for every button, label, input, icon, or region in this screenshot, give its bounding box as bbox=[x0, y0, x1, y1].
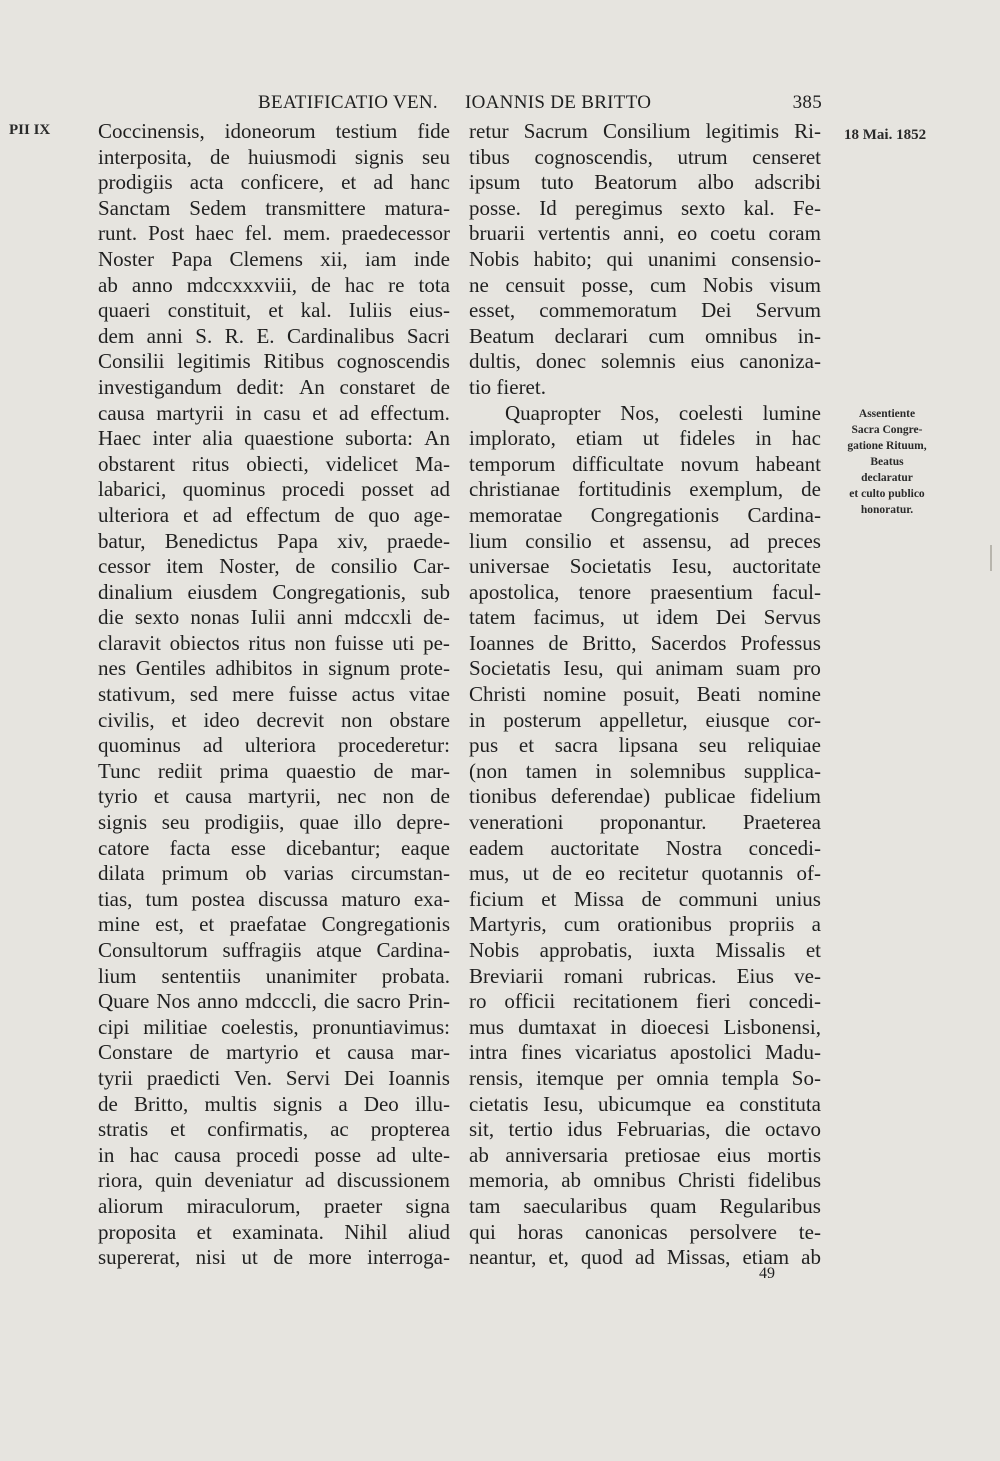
text-line: Consilii legitimis Ritibus cognoscendis bbox=[98, 349, 450, 374]
text-line: labarici, quominus procedi posset ad bbox=[98, 477, 450, 502]
margin-note-line: declaratur bbox=[861, 472, 913, 484]
text-line: obstarent ritus obiecti, videlicet Ma- bbox=[98, 451, 450, 476]
text-line: in posterum appelletur, eiusque cor- bbox=[469, 707, 821, 732]
margin-note-line: honoratur. bbox=[860, 504, 914, 516]
text-line: neantur, et, quod ad Missas, etiam ab bbox=[469, 1245, 821, 1270]
margin-note bbox=[832, 406, 942, 518]
text-line: (non tamen in solemnibus supplica- bbox=[469, 758, 821, 783]
text-line: Quapropter Nos, coelesti lumine bbox=[505, 400, 821, 425]
text-line: implorato, etiam ut fideles in hac bbox=[469, 426, 821, 451]
text-line: civilis, et ideo decrevit non obstare bbox=[98, 707, 450, 732]
margin-note-line: Beatus bbox=[870, 456, 904, 468]
text-line: Consultorum suffragiis atque Cardina- bbox=[98, 938, 450, 962]
text-line: venerationi proponantur. Praeterea bbox=[469, 810, 821, 835]
text-line: tibus cognoscendis, utrum censeret bbox=[469, 144, 821, 169]
page-number: 385 bbox=[792, 92, 822, 113]
folio-signature: 49 bbox=[759, 1265, 775, 1282]
text-line: investigandum dedit: An constaret de bbox=[98, 374, 450, 399]
text-line: Beatum declarari cum omnibus in- bbox=[469, 323, 821, 348]
text-line: dultis, donec solemnis eius canoniza- bbox=[469, 349, 821, 374]
margin-note-line: Sacra Congre- bbox=[851, 424, 923, 436]
text-line: Christi nomine posuit, Beati nomine bbox=[469, 682, 821, 707]
text-line: ipsum tuto Beatorum albo adscribi bbox=[469, 170, 821, 195]
text-line: aliorum miraculorum, praeter signa bbox=[98, 1193, 450, 1218]
text-line: ab anniversaria pretiosae eius mortis bbox=[469, 1142, 821, 1167]
margin-pontiff-tag: PII IX bbox=[9, 122, 51, 138]
text-line: eadem auctoritate Nostra concedi- bbox=[469, 835, 821, 860]
text-line: temporum difficultate novum habeant bbox=[469, 451, 821, 476]
text-line: Nobis approbatis, iuxta Missalis et bbox=[469, 938, 821, 962]
text-line: bruarii vertentis anni, eo coetu coram bbox=[469, 221, 821, 246]
text-line: cipi militiae coelestis, pronuntiavimus: bbox=[98, 1014, 450, 1039]
text-line: interposita, de huiusmodi signis seu bbox=[98, 144, 450, 169]
text-line: posse. Id peregimus sexto kal. Fe- bbox=[469, 195, 821, 220]
text-line: in hac causa procedi posse ad ulte- bbox=[98, 1142, 450, 1167]
text-line: Coccinensis, idoneorum testium fide bbox=[98, 119, 450, 143]
text-line: qui horas canonicas persolvere te- bbox=[469, 1219, 821, 1244]
margin-date: 18 Mai. 1852 bbox=[844, 127, 927, 143]
text-line: ulteriora et ad effectum de quo age- bbox=[98, 502, 450, 527]
text-line: nes Gentiles adhibitos in signum prote- bbox=[98, 656, 450, 681]
text-line: runt. Post haec fel. mem. praedecessor bbox=[98, 221, 450, 246]
text-line: ro officii recitationem fieri concedi- bbox=[469, 989, 821, 1014]
text-line: cietatis Iesu, ubicumque ea constituta bbox=[469, 1091, 821, 1116]
text-line: apostolica, tenore praesentium facul- bbox=[469, 579, 821, 604]
text-line: ab anno mdccxxxviii, de hac re tota bbox=[98, 272, 450, 297]
text-line: christianae fortitudinis exemplum, de bbox=[469, 477, 821, 502]
text-line: dinalium eiusdem Congregationis, sub bbox=[98, 579, 450, 604]
text-line: sit, tertio idus Februarias, die octavo bbox=[469, 1117, 821, 1142]
text-line: Quare Nos anno mdcccli, die sacro Prin- bbox=[98, 989, 450, 1014]
text-line: supererat, nisi ut de more interroga- bbox=[98, 1245, 450, 1270]
text-line: dem anni S. R. E. Cardinalibus Sacri bbox=[98, 323, 450, 348]
text-line: batur, Benedictus Papa xiv, praede- bbox=[98, 528, 450, 553]
text-line: proposita et examinata. Nihil aliud bbox=[98, 1219, 450, 1244]
text-line: tyrio et causa martyrii, nec non de bbox=[98, 784, 450, 809]
text-column-right bbox=[469, 119, 821, 1271]
text-line: riora, quin deveniatur ad discussionem bbox=[98, 1168, 450, 1193]
text-line: Noster Papa Clemens xii, iam inde bbox=[98, 246, 450, 271]
text-line: Haec inter alia quaestione suborta: An bbox=[98, 426, 450, 451]
text-line: tatem facimus, ut idem Dei Servus bbox=[469, 605, 821, 630]
text-column-left bbox=[98, 119, 450, 1271]
margin-note-line: et culto publico bbox=[849, 488, 925, 500]
margin-note-line: gatione Rituum, bbox=[847, 440, 927, 452]
margin-note-line: Assentiente bbox=[858, 408, 916, 420]
text-line: de Britto, multis signis a Deo illu- bbox=[98, 1091, 450, 1116]
text-line: stratis et confirmatis, ac propterea bbox=[98, 1117, 450, 1142]
text-line: stativum, sed mere fuisse actus vitae bbox=[98, 682, 450, 707]
text-line: tio fieret. bbox=[469, 374, 546, 399]
text-line: die sexto nonas Iulii anni mdccxli de- bbox=[98, 605, 450, 630]
text-line: claravit obiectos ritus non fuisse uti pe- bbox=[98, 630, 450, 655]
text-line: signis seu prodigiis, quae illo depre- bbox=[98, 810, 450, 835]
text-line: Nobis habito; qui unanimi consensio- bbox=[469, 246, 821, 271]
text-line: ne censuit posse, cum Nobis visum bbox=[469, 272, 821, 297]
text-line: quaeri constituit, et kal. Iuliis eius- bbox=[98, 298, 450, 323]
text-line: tyrii praedicti Ven. Servi Dei Ioannis bbox=[98, 1065, 450, 1090]
text-line: catore facta esse dicebantur; eaque bbox=[98, 835, 450, 860]
text-line: mine est, et praefatae Congregationis bbox=[98, 912, 450, 937]
text-line: memoria, ab omnibus Christi fidelibus bbox=[469, 1168, 821, 1193]
text-line: tam saecularibus quam Regularibus bbox=[469, 1193, 821, 1218]
text-line: pus et sacra lipsana seu reliquiae bbox=[469, 733, 821, 758]
running-head-right: IOANNIS DE BRITTO bbox=[465, 92, 652, 113]
text-line: rensis, itemque per omnia templa So- bbox=[469, 1065, 821, 1090]
text-line: tionibus deferendae) publicae fidelium bbox=[469, 784, 821, 809]
text-line: cessor item Noster, de consilio Car- bbox=[98, 554, 450, 579]
text-line: quominus ad ulteriora procederetur: bbox=[98, 733, 450, 758]
text-line: Tunc rediit prima quaestio de mar- bbox=[98, 758, 450, 783]
text-line: universae Societatis Iesu, auctoritate bbox=[469, 554, 821, 579]
text-line: Martyris, cum orationibus propriis a bbox=[469, 912, 821, 937]
text-line: prodigiis acta conficere, et ad hanc bbox=[98, 170, 450, 195]
text-line: Breviarii romani rubricas. Eius ve- bbox=[469, 963, 821, 988]
text-line: ficium et Missa de communi unius bbox=[469, 886, 821, 911]
text-line: Societatis Iesu, qui animam suam pro bbox=[469, 656, 821, 681]
text-line: mus, ut de eo recitetur quotannis of- bbox=[469, 861, 821, 886]
text-line: Sanctam Sedem transmittere matura- bbox=[98, 195, 450, 220]
text-line: dilata primum ob varias circumstan- bbox=[98, 861, 450, 886]
text-line: intra fines vicariatus apostolici Madu- bbox=[469, 1040, 821, 1065]
binding-mark bbox=[990, 545, 992, 571]
text-line: mus dumtaxat in dioecesi Lisbonensi, bbox=[469, 1014, 821, 1039]
text-line: causa martyrii in casu et ad effectum. bbox=[98, 400, 450, 425]
running-head-left: BEATIFICATIO VEN. bbox=[258, 92, 438, 113]
text-line: memoratae Congregationis Cardina- bbox=[469, 502, 821, 527]
running-head bbox=[258, 92, 822, 118]
text-line: Constare de martyrio et causa mar- bbox=[98, 1040, 450, 1065]
text-line: lium sententiis unanimiter probata. bbox=[98, 963, 450, 988]
text-line: lium consilio et assensu, ad preces bbox=[469, 528, 821, 553]
text-line: Ioannes de Britto, Sacerdos Professus bbox=[469, 630, 821, 655]
text-line: tias, tum postea discussa maturo exa- bbox=[98, 886, 450, 911]
text-line: esset, commemoratum Dei Servum bbox=[469, 298, 821, 323]
text-line: retur Sacrum Consilium legitimis Ri- bbox=[469, 119, 821, 143]
